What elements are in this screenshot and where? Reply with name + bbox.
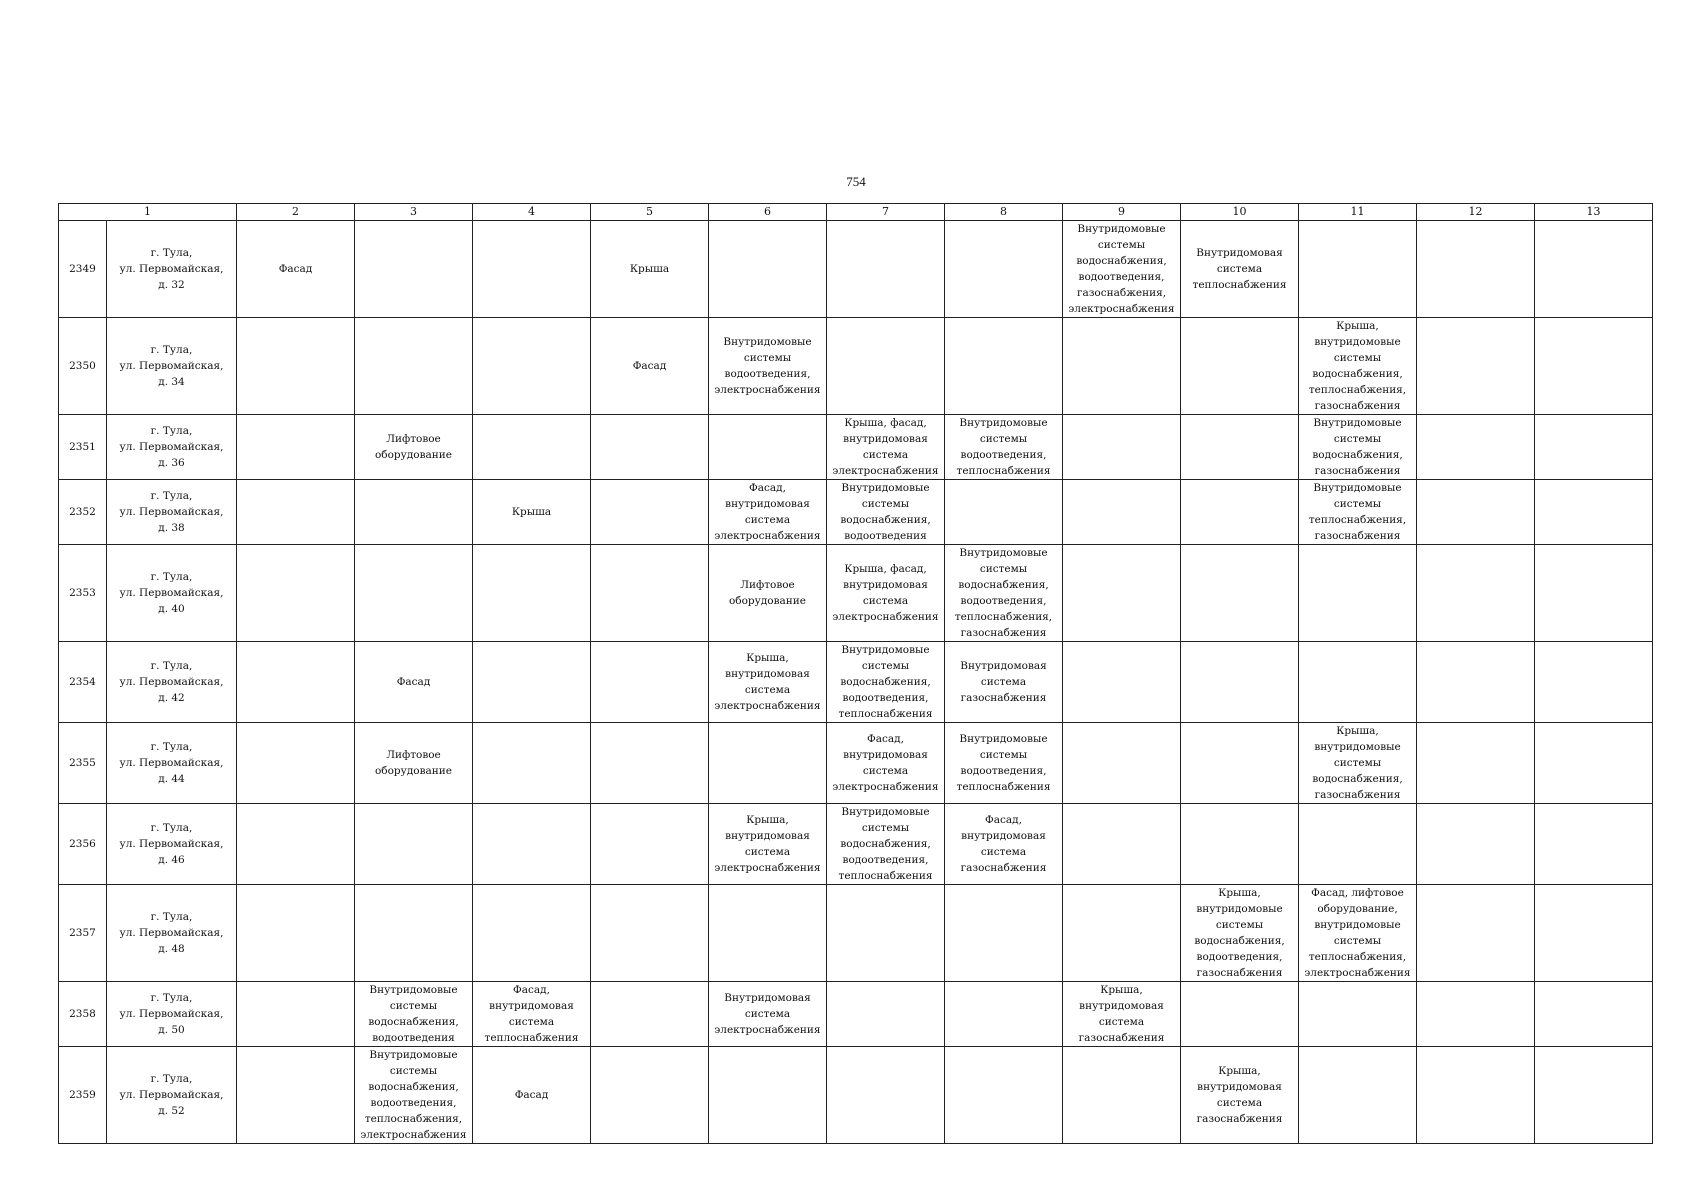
work-cell-col-10: [1181, 982, 1299, 1047]
work-cell-col-3: [355, 415, 473, 480]
work-cell-col-11: [1299, 545, 1417, 642]
table-row: [59, 318, 1653, 415]
work-cell-col-5: [591, 642, 709, 723]
work-text: Внутридомовые системы водоотведения, электроснабжения: [714, 336, 821, 396]
work-cell-col-4: [473, 318, 591, 415]
work-cell-col-12: [1417, 804, 1535, 885]
work-text: Внутридомовые системы водоснабжения, водоотведения, теплоснабжения: [838, 644, 933, 720]
table-row: [59, 885, 1653, 982]
work-cell-col-9: [1063, 545, 1181, 642]
work-cell-col-13: [1535, 480, 1653, 545]
work-text: Крыша, внутридомовая система электроснабжения: [714, 814, 821, 874]
work-cell-col-11: [1299, 885, 1417, 982]
work-cell-col-7: [827, 221, 945, 318]
work-text: Крыша, внутридомовые системы водоснабжения, водоотведения, газоснабжения: [1194, 887, 1285, 979]
work-cell-col-9: [1063, 318, 1181, 415]
row-number: 2354: [59, 642, 107, 723]
work-cell-col-6: [709, 1047, 827, 1144]
work-cell-col-4: [473, 545, 591, 642]
table-row: [59, 480, 1653, 545]
work-cell-col-2: [237, 804, 355, 885]
work-cell-col-10: [1181, 318, 1299, 415]
work-cell-col-3: [355, 545, 473, 642]
table-row: [59, 415, 1653, 480]
work-text: Фасад, внутридомовая система газоснабжения: [960, 814, 1047, 874]
address-cell: [107, 480, 237, 545]
work-cell-col-2: [237, 1047, 355, 1144]
work-cell-col-6: [709, 982, 827, 1047]
work-cell-col-4: [473, 1047, 591, 1144]
work-cell-col-9: [1063, 885, 1181, 982]
work-cell-col-13: [1535, 804, 1653, 885]
work-cell-col-4: [473, 480, 591, 545]
work-cell-col-10: [1181, 545, 1299, 642]
work-text: Крыша: [511, 506, 552, 518]
work-cell-col-4: [473, 415, 591, 480]
work-text: Внутридомовые системы водоснабжения, водоотведения, теплоснабжения, электроснабжения: [360, 1049, 467, 1141]
address-cell: [107, 804, 237, 885]
work-cell-col-4: [473, 885, 591, 982]
work-cell-col-5: [591, 723, 709, 804]
work-cell-col-5: [591, 982, 709, 1047]
work-text: Крыша, внутридомовые системы водоснабжения, теплоснабжения, газоснабжения: [1308, 320, 1407, 412]
work-cell-col-13: [1535, 885, 1653, 982]
column-header: 2: [237, 204, 355, 221]
work-text: Крыша, внутридомовая система газоснабжения: [1078, 984, 1165, 1044]
row-number: 2356: [59, 804, 107, 885]
work-cell-col-11: [1299, 221, 1417, 318]
work-cell-col-8: [945, 545, 1063, 642]
work-cell-col-3: [355, 804, 473, 885]
work-cell-col-11: [1299, 804, 1417, 885]
work-cell-col-11: [1299, 1047, 1417, 1144]
address-text: г. Тула, ул. Первомайская, д. 34: [119, 344, 224, 388]
row-number: 2358: [59, 982, 107, 1047]
work-cell-col-8: [945, 221, 1063, 318]
column-header: 1: [59, 204, 237, 221]
work-cell-col-10: [1181, 885, 1299, 982]
work-text: Фасад, внутридомовая система электроснабжения: [714, 482, 821, 542]
work-text: Фасад: [632, 360, 667, 372]
work-cell-col-12: [1417, 480, 1535, 545]
work-cell-col-4: [473, 642, 591, 723]
work-text: Крыша, внутридомовые системы водоснабжения, газоснабжения: [1312, 725, 1403, 801]
work-cell-col-9: [1063, 723, 1181, 804]
table-body: [59, 221, 1653, 1144]
column-header: 3: [355, 204, 473, 221]
work-cell-col-3: [355, 318, 473, 415]
work-cell-col-9: [1063, 415, 1181, 480]
work-cell-col-9: [1063, 982, 1181, 1047]
work-cell-col-11: [1299, 642, 1417, 723]
work-cell-col-2: [237, 415, 355, 480]
column-header: 6: [709, 204, 827, 221]
work-cell-col-5: [591, 318, 709, 415]
work-cell-col-12: [1417, 885, 1535, 982]
work-text: Крыша, внутридомовая система газоснабжения: [1196, 1065, 1283, 1125]
work-text: Крыша, фасад, внутридомовая система электроснабжения: [832, 417, 939, 477]
address-text: г. Тула, ул. Первомайская, д. 48: [119, 911, 224, 955]
table-row: [59, 545, 1653, 642]
work-cell-col-12: [1417, 723, 1535, 804]
work-cell-col-2: [237, 885, 355, 982]
table-row: [59, 804, 1653, 885]
work-cell-col-9: [1063, 480, 1181, 545]
work-cell-col-10: [1181, 642, 1299, 723]
table-row: [59, 982, 1653, 1047]
work-cell-col-9: [1063, 221, 1181, 318]
work-cell-col-13: [1535, 221, 1653, 318]
work-text: Внутридомовая система электроснабжения: [714, 992, 821, 1036]
work-text: Внутридомовые системы водоотведения, теплоснабжения: [956, 417, 1051, 477]
work-cell-col-12: [1417, 1047, 1535, 1144]
work-cell-col-5: [591, 415, 709, 480]
work-cell-col-4: [473, 723, 591, 804]
address-cell: [107, 415, 237, 480]
work-cell-col-8: [945, 480, 1063, 545]
work-cell-col-7: [827, 1047, 945, 1144]
address-text: г. Тула, ул. Первомайская, д. 36: [119, 425, 224, 469]
column-header: 12: [1417, 204, 1535, 221]
work-cell-col-7: [827, 415, 945, 480]
address-cell: [107, 723, 237, 804]
work-text: Фасад, внутридомовая система электроснабжения: [832, 733, 939, 793]
address-text: г. Тула, ул. Первомайская, д. 38: [119, 490, 224, 534]
row-number: 2350: [59, 318, 107, 415]
work-cell-col-5: [591, 1047, 709, 1144]
work-cell-col-7: [827, 804, 945, 885]
work-cell-col-5: [591, 545, 709, 642]
work-cell-col-13: [1535, 545, 1653, 642]
work-cell-col-10: [1181, 723, 1299, 804]
column-header: 11: [1299, 204, 1417, 221]
work-cell-col-12: [1417, 545, 1535, 642]
column-header: 9: [1063, 204, 1181, 221]
work-cell-col-7: [827, 723, 945, 804]
work-cell-col-2: [237, 723, 355, 804]
address-cell: [107, 318, 237, 415]
work-text: Внутридомовые системы водоотведения, теплоснабжения: [956, 733, 1051, 793]
address-text: г. Тула, ул. Первомайская, д. 46: [119, 822, 224, 866]
work-cell-col-3: [355, 982, 473, 1047]
work-cell-col-2: [237, 642, 355, 723]
work-text: Крыша, фасад, внутридомовая система электроснабжения: [832, 563, 939, 623]
work-cell-col-6: [709, 885, 827, 982]
column-header: 4: [473, 204, 591, 221]
address-cell: [107, 642, 237, 723]
work-cell-col-10: [1181, 480, 1299, 545]
work-cell-col-9: [1063, 804, 1181, 885]
work-text: Фасад, лифтовое оборудование, внутридомовые системы теплоснабжения, электроснабжения: [1304, 887, 1411, 979]
work-text: Внутридомовые системы водоснабжения, водоотведения, теплоснабжения: [838, 806, 933, 882]
work-cell-col-10: [1181, 415, 1299, 480]
work-cell-col-12: [1417, 415, 1535, 480]
work-cell-col-2: [237, 221, 355, 318]
work-cell-col-7: [827, 982, 945, 1047]
work-cell-col-7: [827, 545, 945, 642]
column-number-row: [59, 204, 1653, 221]
page-number: 754: [846, 174, 866, 189]
column-header: 13: [1535, 204, 1653, 221]
work-cell-col-6: [709, 221, 827, 318]
row-number: 2352: [59, 480, 107, 545]
work-cell-col-3: [355, 221, 473, 318]
address-cell: [107, 885, 237, 982]
work-cell-col-3: [355, 723, 473, 804]
work-cell-col-5: [591, 480, 709, 545]
work-cell-col-7: [827, 318, 945, 415]
row-number: 2349: [59, 221, 107, 318]
work-cell-col-10: [1181, 804, 1299, 885]
work-cell-col-13: [1535, 318, 1653, 415]
work-cell-col-11: [1299, 723, 1417, 804]
row-number: 2357: [59, 885, 107, 982]
work-cell-col-13: [1535, 723, 1653, 804]
work-cell-col-6: [709, 642, 827, 723]
work-cell-col-8: [945, 885, 1063, 982]
work-cell-col-8: [945, 318, 1063, 415]
work-cell-col-7: [827, 642, 945, 723]
work-text: Внутридомовые системы водоснабжения, водоотведения, теплоснабжения, газоснабжения: [954, 547, 1053, 639]
work-cell-col-5: [591, 885, 709, 982]
work-text: Крыша, внутридомовая система электроснабжения: [714, 652, 821, 712]
work-cell-col-13: [1535, 982, 1653, 1047]
work-cell-col-2: [237, 545, 355, 642]
work-cell-col-6: [709, 415, 827, 480]
work-text: Внутридомовые системы водоснабжения, водоотведения, газоснабжения, электроснабжения: [1068, 223, 1175, 315]
work-cell-col-8: [945, 642, 1063, 723]
work-cell-col-8: [945, 804, 1063, 885]
work-cell-col-4: [473, 221, 591, 318]
address-cell: [107, 982, 237, 1047]
work-cell-col-2: [237, 318, 355, 415]
work-cell-col-11: [1299, 318, 1417, 415]
work-cell-col-5: [591, 804, 709, 885]
work-cell-col-3: [355, 480, 473, 545]
work-cell-col-6: [709, 545, 827, 642]
work-cell-col-6: [709, 804, 827, 885]
work-text: Фасад: [396, 676, 431, 688]
work-text: Фасад, внутридомовая система теплоснабжения: [484, 984, 579, 1044]
work-cell-col-8: [945, 982, 1063, 1047]
work-cell-col-9: [1063, 642, 1181, 723]
address-cell: [107, 1047, 237, 1144]
work-cell-col-2: [237, 982, 355, 1047]
work-cell-col-12: [1417, 982, 1535, 1047]
work-cell-col-6: [709, 318, 827, 415]
work-cell-col-4: [473, 982, 591, 1047]
column-header: 7: [827, 204, 945, 221]
work-cell-col-8: [945, 415, 1063, 480]
address-text: г. Тула, ул. Первомайская, д. 50: [119, 992, 224, 1036]
address-cell: [107, 221, 237, 318]
work-cell-col-7: [827, 885, 945, 982]
work-cell-col-13: [1535, 415, 1653, 480]
work-text: Фасад: [278, 263, 313, 275]
work-cell-col-12: [1417, 318, 1535, 415]
work-cell-col-11: [1299, 415, 1417, 480]
row-number: 2355: [59, 723, 107, 804]
address-text: г. Тула, ул. Первомайская, д. 52: [119, 1073, 224, 1117]
row-number: 2359: [59, 1047, 107, 1144]
row-number: 2351: [59, 415, 107, 480]
table-row: [59, 221, 1653, 318]
work-cell-col-9: [1063, 1047, 1181, 1144]
work-cell-col-3: [355, 1047, 473, 1144]
work-cell-col-11: [1299, 480, 1417, 545]
work-cell-col-2: [237, 480, 355, 545]
work-cell-col-10: [1181, 221, 1299, 318]
work-cell-col-5: [591, 221, 709, 318]
work-text: Внутридомовые системы теплоснабжения, газоснабжения: [1308, 482, 1407, 542]
table-row: [59, 642, 1653, 723]
table-header: [59, 204, 1653, 221]
work-cell-col-4: [473, 804, 591, 885]
address-text: г. Тула, ул. Первомайская, д. 42: [119, 660, 224, 704]
work-text: Фасад: [514, 1089, 549, 1101]
table-row: [59, 723, 1653, 804]
row-number: 2353: [59, 545, 107, 642]
work-text: Лифтовое оборудование: [374, 433, 453, 461]
work-cell-col-12: [1417, 221, 1535, 318]
address-text: г. Тула, ул. Первомайская, д. 40: [119, 571, 224, 615]
work-text: Лифтовое оборудование: [728, 579, 807, 607]
work-text: Внутридомовые системы водоснабжения, водоотведения: [368, 984, 459, 1044]
column-header: 10: [1181, 204, 1299, 221]
work-cell-col-6: [709, 723, 827, 804]
table-row: [59, 1047, 1653, 1144]
work-text: Внутридомовые системы водоснабжения, газоснабжения: [1312, 417, 1403, 477]
work-cell-col-11: [1299, 982, 1417, 1047]
work-text: Внутридомовая система теплоснабжения: [1192, 247, 1287, 291]
work-cell-col-12: [1417, 642, 1535, 723]
work-cell-col-7: [827, 480, 945, 545]
work-text: Крыша: [629, 263, 670, 275]
work-cell-col-3: [355, 885, 473, 982]
work-cell-col-8: [945, 723, 1063, 804]
repair-schedule-table: [58, 203, 1653, 1144]
work-text: Внутридомовые системы водоснабжения, водоотведения: [840, 482, 931, 542]
work-text: Внутридомовая система газоснабжения: [960, 660, 1047, 704]
work-text: Лифтовое оборудование: [374, 749, 453, 777]
address-text: г. Тула, ул. Первомайская, д. 44: [119, 741, 224, 785]
work-cell-col-3: [355, 642, 473, 723]
work-cell-col-6: [709, 480, 827, 545]
column-header: 5: [591, 204, 709, 221]
work-cell-col-10: [1181, 1047, 1299, 1144]
work-cell-col-8: [945, 1047, 1063, 1144]
column-header: 8: [945, 204, 1063, 221]
address-cell: [107, 545, 237, 642]
address-text: г. Тула, ул. Первомайская, д. 32: [119, 247, 224, 291]
work-cell-col-13: [1535, 642, 1653, 723]
work-cell-col-13: [1535, 1047, 1653, 1144]
